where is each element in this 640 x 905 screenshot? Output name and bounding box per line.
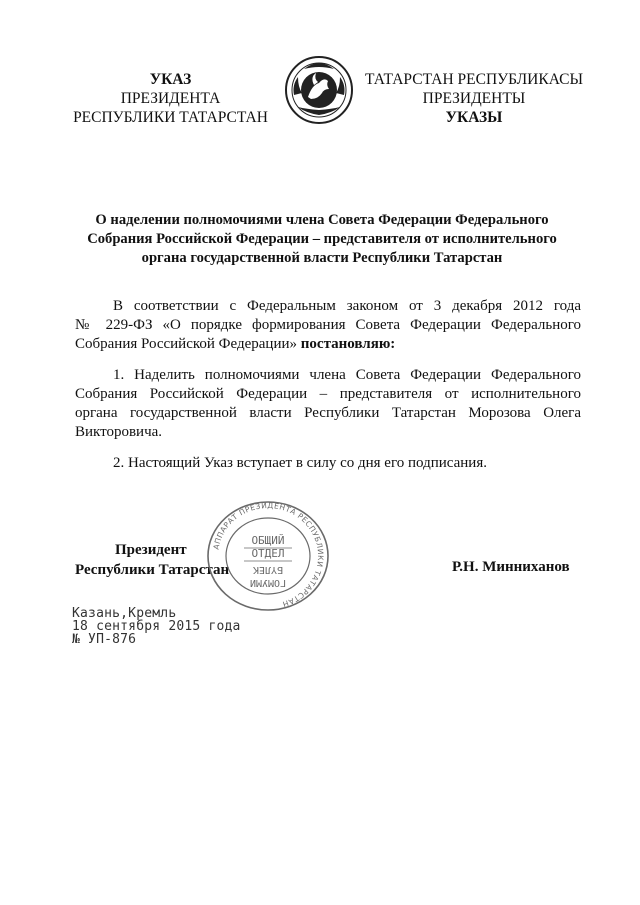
header-right-line3: УКАЗЫ: [445, 109, 503, 126]
signatory-name: Р.Н. Минниханов: [452, 559, 570, 575]
preamble-line2: № 229-ФЗ «О порядке формирования Совета Федерации Федерального: [75, 317, 581, 333]
header-right-line1: ТАТАРСТАН РЕСПУБЛИКАСЫ: [365, 71, 583, 88]
header-left-line3: РЕСПУБЛИКИ ТАТАРСТАН: [73, 109, 268, 126]
preamble-line1: В соответствии с Федеральным законом от 3 декабря 2012 года: [113, 298, 581, 314]
stamp-ring-text: АППАРАТ ПРЕЗИДЕНТА РЕСПУБЛИКИ ТАТАРСТАН: [211, 500, 326, 609]
footer-date: 18 сентября 2015 года: [72, 619, 241, 634]
header-right-line2: ПРЕЗИДЕНТЫ: [422, 90, 526, 107]
paragraph-item-2: [75, 454, 581, 473]
decree-title: [62, 211, 582, 268]
header-left-line1: УКАЗ: [149, 71, 192, 88]
footer-registration: [72, 607, 241, 646]
tatarstan-coat-of-arms-icon: [284, 55, 354, 125]
item2-line1: 2. Настоящий Указ вступает в силу со дня его подписания.: [113, 455, 487, 471]
stamp-line2: ОТДЕЛ: [251, 547, 285, 560]
title-line3: органа государственной власти Республики Татарстан: [141, 250, 503, 266]
title-line2: Собрания Российской Федерации – представителя от исполнительного: [87, 231, 557, 247]
paragraph-preamble: [75, 297, 581, 354]
resolve-word: постановляю:: [300, 336, 396, 352]
paragraph-item-1: [75, 366, 581, 442]
footer-number: № УП-876: [72, 632, 137, 647]
footer-place: Казань,Кремль: [72, 606, 177, 621]
header-left-line2: ПРЕЗИДЕНТА: [120, 90, 221, 107]
official-stamp: [204, 500, 332, 612]
item1-line4: Викторовича.: [75, 424, 163, 440]
stamp-line1: ОБЩИЙ: [251, 534, 285, 547]
preamble-line3: Собрания Российской Федерации» постановляю:: [75, 336, 396, 352]
item1-line3: органа государственной власти Республики Татарстан Морозова Олега: [75, 405, 581, 421]
item1-line1: 1. Наделить полномочиями члена Совета Федерации Федерального: [113, 367, 581, 383]
stamp-line3: БҮЛЕК: [252, 564, 284, 575]
signature-position-line1: Президент: [115, 542, 187, 558]
item1-line2: Собрания Российской Федерации – представителя от исполнительного: [75, 386, 581, 402]
signature-position-line2: Республики Татарстан: [75, 562, 230, 578]
stamp-line4: ГОМУМИ: [249, 577, 287, 588]
title-line1: О наделении полномочиями члена Совета Федерации Федерального: [95, 212, 549, 228]
header-left-ru: [68, 70, 273, 127]
header-right-tt: [362, 70, 586, 127]
